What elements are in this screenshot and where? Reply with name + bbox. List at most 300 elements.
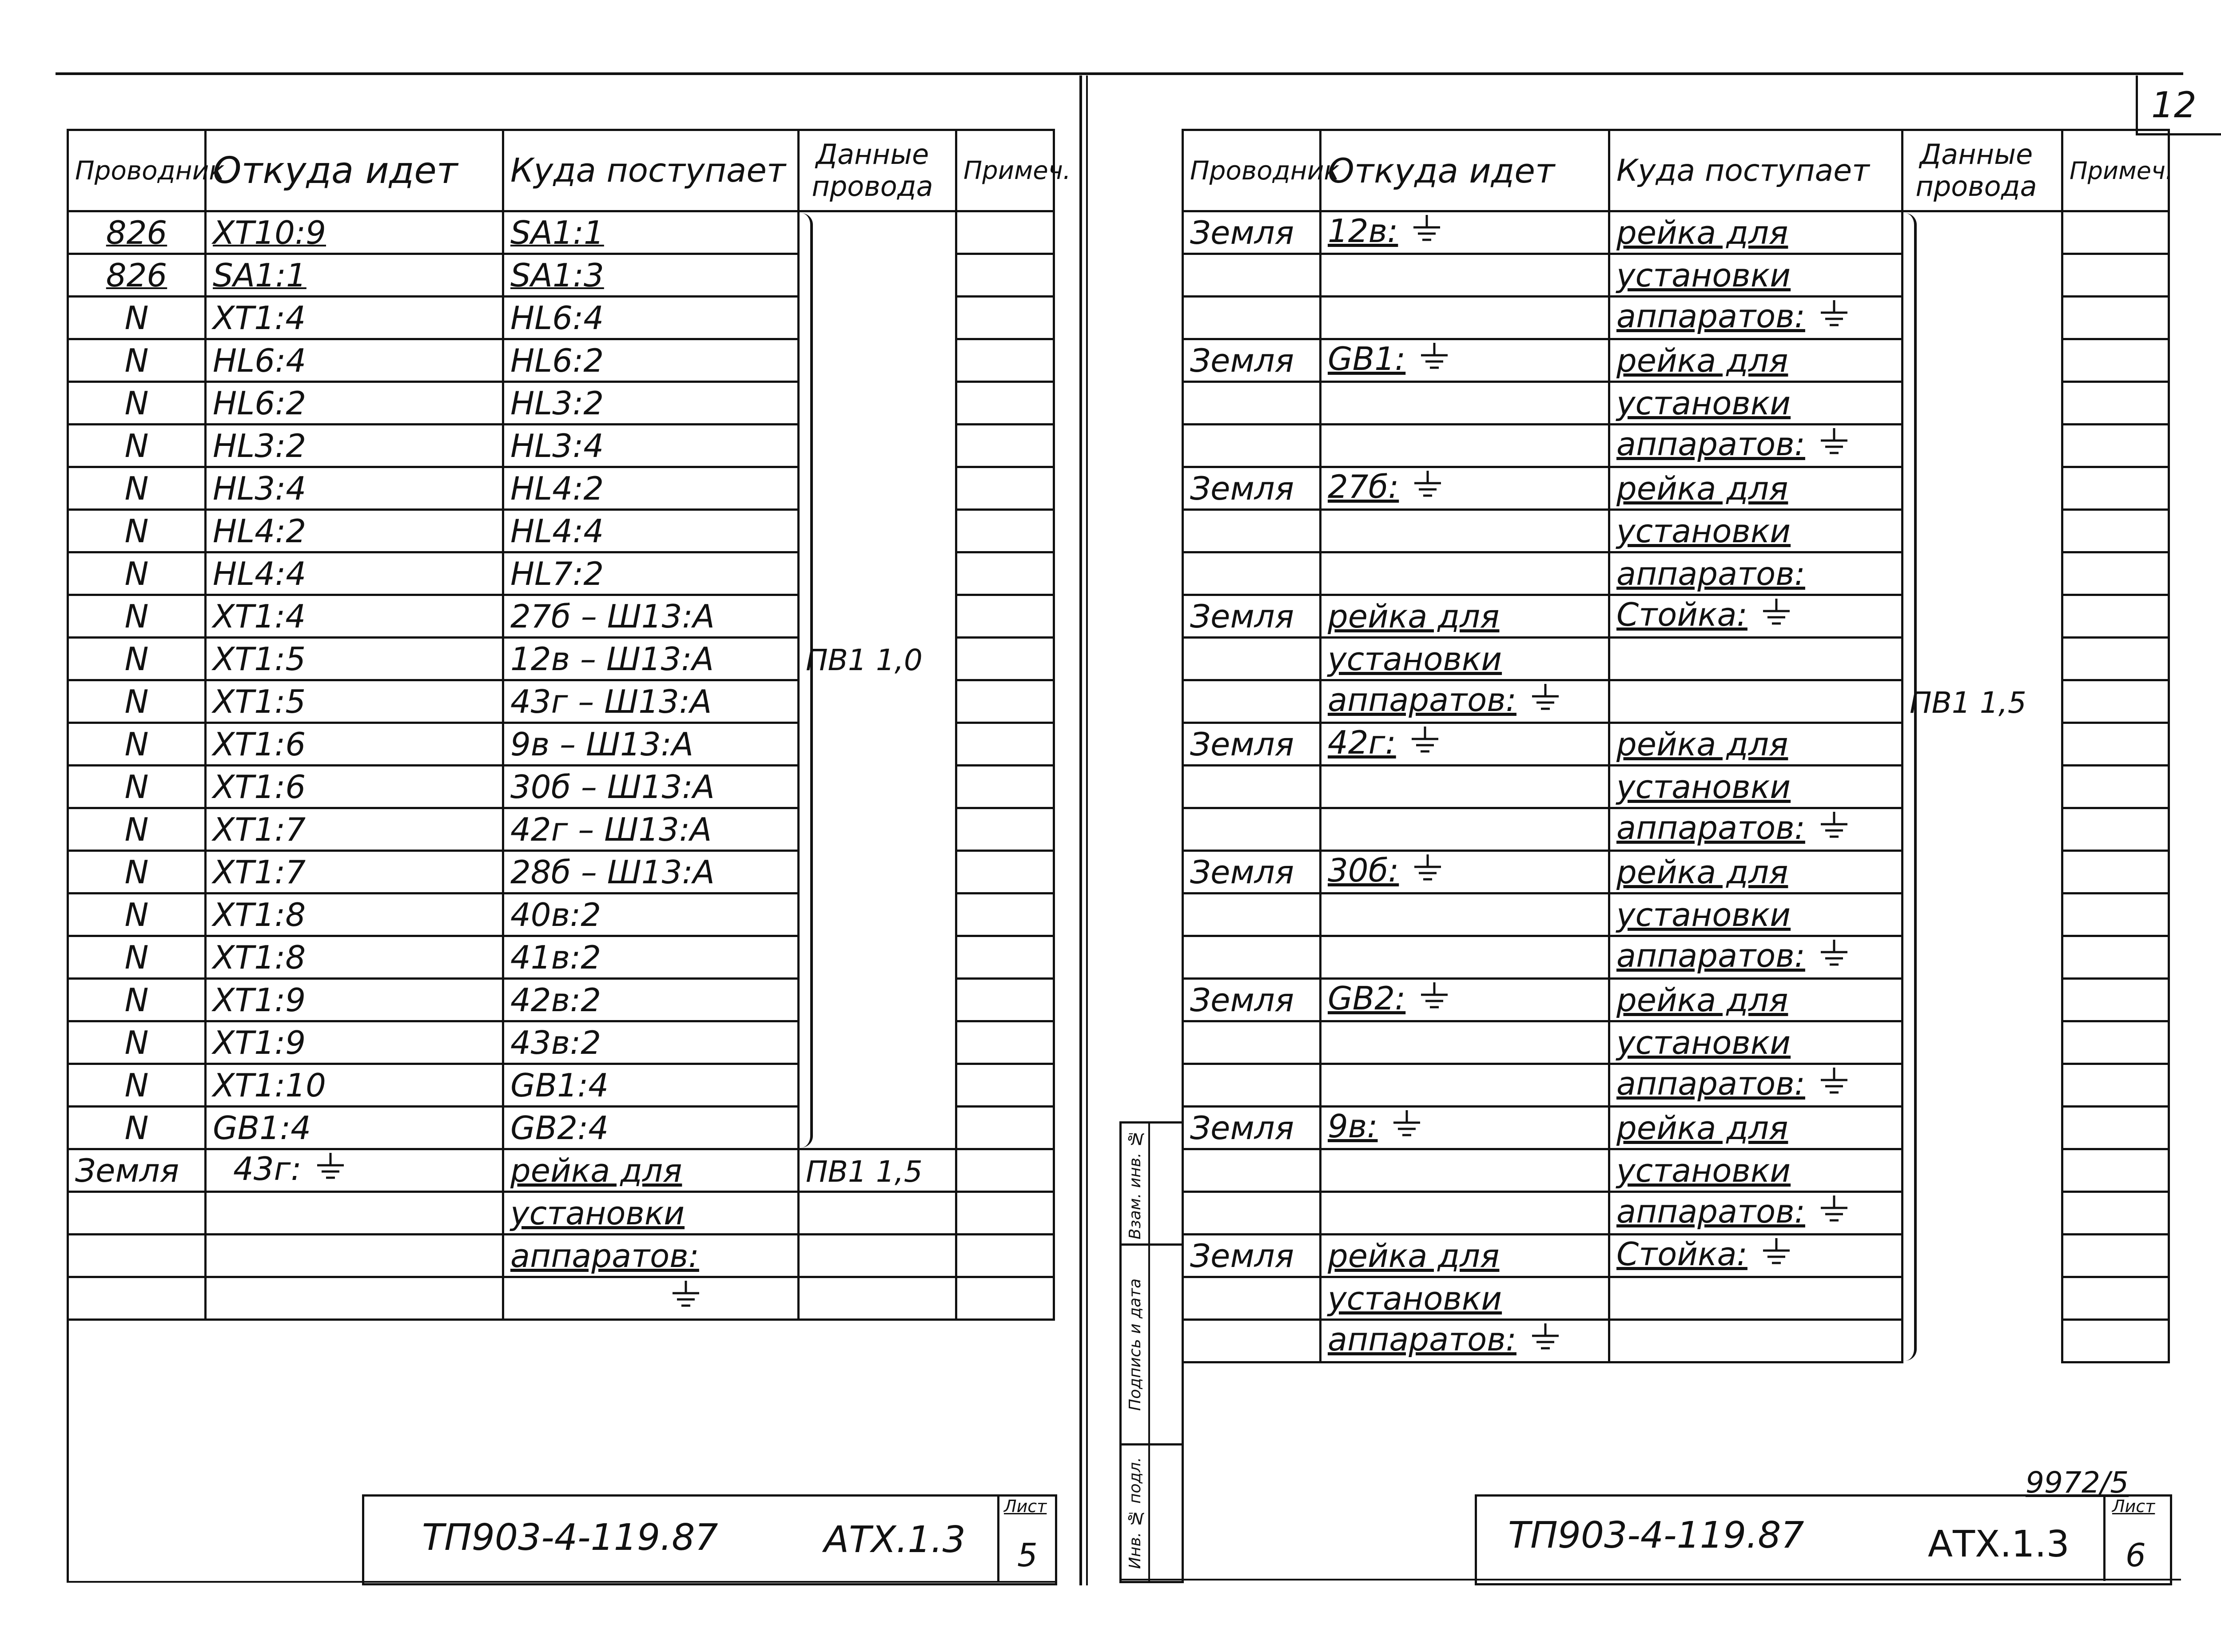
table-row [1183, 936, 2169, 979]
to-cell [503, 1149, 799, 1192]
left-title-doc: АТХ.1.3 [824, 1519, 966, 1561]
table-row [68, 638, 1054, 680]
table-row [1183, 1064, 2169, 1107]
data-cell [1903, 638, 2062, 680]
to-cell: HL6:4 [503, 297, 799, 339]
to-cell: SA1:3 [503, 254, 799, 297]
earth-to-line: рейка для [510, 1152, 682, 1189]
to-cell [1609, 1021, 1903, 1064]
data-cell [799, 552, 956, 595]
table-row [1183, 723, 2169, 766]
col-header-data [1903, 130, 2062, 211]
right-title-code: ТП903-4-119.87 [1508, 1514, 1804, 1557]
from-cell [1321, 297, 1609, 339]
to-text: установки [1616, 1024, 1791, 1061]
table-row [1183, 1320, 2169, 1362]
to-cell [503, 1235, 799, 1277]
table-row [68, 595, 1054, 638]
data-cell [1903, 339, 2062, 382]
top-sheet-number: 12 [2151, 84, 2197, 126]
from-text: аппаратов: [1328, 681, 1516, 719]
col-header-to: Куда поступает [1609, 130, 1903, 211]
wire-cell [1183, 680, 1321, 723]
wire-cell [1183, 552, 1321, 595]
from-cell [1321, 1192, 1609, 1235]
table-row [1183, 1107, 2169, 1149]
note-cell [956, 638, 1054, 680]
wire-cell: N [68, 552, 206, 595]
left-wire-table [67, 129, 1071, 1321]
ground-icon [1819, 939, 1850, 977]
table-row [1183, 425, 2169, 467]
wire-cell [1183, 979, 1321, 1021]
wire-cell [1183, 1277, 1321, 1320]
to-cell [1609, 1235, 1903, 1277]
from-cell [1321, 339, 1609, 382]
side-stamp-inner-line [1148, 1124, 1150, 1581]
table-row [68, 552, 1054, 595]
table-row [68, 1149, 1054, 1192]
data-cell [799, 638, 956, 680]
ground-icon [1819, 299, 1850, 338]
right-sheet-no: 6 [2125, 1537, 2146, 1574]
note-cell [2062, 595, 2169, 638]
from-cell: XT1:8 [206, 894, 503, 936]
wire-cell: N [68, 723, 206, 766]
data-cell [1903, 766, 2062, 808]
data-cell [799, 1107, 956, 1149]
from-cell: HL3:2 [206, 425, 503, 467]
data-cell [1903, 1107, 2062, 1149]
from-cell [1321, 510, 1609, 552]
to-cell [1609, 894, 1903, 936]
wire-cell: N [68, 851, 206, 894]
side-stamp [1119, 1121, 1184, 1583]
note-cell [2062, 1235, 2169, 1277]
data-cell [799, 1021, 956, 1064]
data-cell [799, 339, 956, 382]
from-cell [1321, 552, 1609, 595]
from-cell: XT1:5 [206, 638, 503, 680]
side-stamp-replaced-inv: Взам. инв. № [1126, 1129, 1144, 1240]
wire-cell [1183, 1107, 1321, 1149]
from-cell: XT10:9 [206, 211, 503, 254]
to-cell: GB2:4 [503, 1107, 799, 1149]
note-cell [956, 1192, 1054, 1235]
table-row [1183, 766, 2169, 808]
note-cell [956, 339, 1054, 382]
to-text: установки [1616, 896, 1791, 933]
to-cell: 43г – Ш13:А [503, 680, 799, 723]
note-cell [956, 680, 1054, 723]
wire-cell: N [68, 766, 206, 808]
from-cell: XT1:6 [206, 723, 503, 766]
data-cell [1903, 1235, 2062, 1277]
from-cell [1321, 638, 1609, 680]
right-title-block [1475, 1494, 2172, 1585]
from-cell: HL6:2 [206, 382, 503, 425]
from-cell: XT1:7 [206, 851, 503, 894]
to-text: установки [1616, 1152, 1791, 1189]
wire-cell [1183, 1149, 1321, 1192]
note-cell [956, 723, 1054, 766]
to-text: аппаратов: [1616, 937, 1805, 975]
to-text: аппаратов: [1616, 1065, 1805, 1103]
table-row [68, 211, 1054, 254]
col-header-note: Примеч. [956, 130, 1054, 211]
table-row [1183, 510, 2169, 552]
wire-cell: N [68, 510, 206, 552]
to-text: рейка для [1616, 342, 1788, 379]
wire-cell [1183, 808, 1321, 851]
data-cell [799, 1235, 956, 1277]
note-cell [956, 425, 1054, 467]
table-row [1183, 467, 2169, 510]
to-cell: HL4:4 [503, 510, 799, 552]
data-cell [1903, 510, 2062, 552]
col-header-wire: Проводник [1183, 130, 1321, 211]
to-cell [1609, 680, 1903, 723]
to-cell: 42г – Ш13:А [503, 808, 799, 851]
from-cell: SA1:1 [206, 254, 503, 297]
table-row [1183, 382, 2169, 425]
ground-icon [1819, 1195, 1850, 1233]
wire-cell [1183, 1064, 1321, 1107]
note-cell [2062, 936, 2169, 979]
data-cell [799, 382, 956, 425]
data-cell [1903, 1277, 2062, 1320]
data-cell [1903, 1064, 2062, 1107]
wire-cell: N [68, 680, 206, 723]
ground-icon [1819, 811, 1850, 850]
data-cell [799, 1064, 956, 1107]
to-cell: HL6:2 [503, 339, 799, 382]
col-header-data-text: Данные провода [1915, 138, 2037, 203]
to-cell [1609, 723, 1903, 766]
wire-text: Земля [1190, 342, 1294, 379]
table-row [1183, 680, 2169, 723]
note-cell [956, 979, 1054, 1021]
to-text: установки [1616, 256, 1791, 294]
from-text: 27б: [1328, 468, 1399, 506]
to-cell [1609, 1277, 1903, 1320]
data-cell [1903, 808, 2062, 851]
wire-cell [1183, 297, 1321, 339]
table-row [68, 1235, 1054, 1277]
from-cell: HL3:4 [206, 467, 503, 510]
data-cell [1903, 1149, 2062, 1192]
note-cell [956, 595, 1054, 638]
from-cell [1321, 425, 1609, 467]
to-text: установки [1616, 768, 1791, 806]
note-cell [2062, 808, 2169, 851]
to-cell [1609, 638, 1903, 680]
center-fold-line [1079, 75, 1082, 1585]
to-cell: 30б – Ш13:А [503, 766, 799, 808]
from-cell: GB1:4 [206, 1107, 503, 1149]
note-cell [2062, 510, 2169, 552]
top-sheet-number-box [2136, 75, 2221, 135]
note-cell [956, 851, 1054, 894]
table-row [68, 1192, 1054, 1235]
table-row [68, 254, 1054, 297]
from-cell: XT1:8 [206, 936, 503, 979]
ground-icon [1530, 1322, 1561, 1361]
wire-cell [1183, 1192, 1321, 1235]
note-cell [956, 254, 1054, 297]
wire-cell [1183, 723, 1321, 766]
note-cell [956, 1107, 1054, 1149]
data-cell [799, 211, 956, 254]
data-cell [799, 808, 956, 851]
note-cell [2062, 723, 2169, 766]
to-text: установки [1616, 384, 1791, 422]
earth-wire: Земля [75, 1152, 179, 1189]
to-cell [1609, 552, 1903, 595]
wire-cell: N [68, 894, 206, 936]
data-cell [1903, 1192, 2062, 1235]
from-cell: XT1:9 [206, 979, 503, 1021]
table-row [1183, 638, 2169, 680]
data-cell [1903, 254, 2062, 297]
to-cell: SA1:1 [503, 211, 799, 254]
from-cell [1321, 723, 1609, 766]
ground-icon [1819, 427, 1850, 466]
from-cell [1321, 851, 1609, 894]
wire-text: Земля [1190, 981, 1294, 1019]
table-row [68, 467, 1054, 510]
table-row [68, 1064, 1054, 1107]
wire-text: Земля [1190, 725, 1294, 763]
right-table-body [1183, 211, 2169, 1362]
note-cell [956, 510, 1054, 552]
to-text: рейка для [1616, 469, 1788, 507]
data-cell [1903, 425, 2062, 467]
data-cell [1903, 979, 2062, 1021]
to-cell [1609, 1064, 1903, 1107]
note-cell [2062, 211, 2169, 254]
note-cell [956, 766, 1054, 808]
group-wire-data: ПВ1 1,5 [1910, 685, 2026, 720]
table-row [1183, 211, 2169, 254]
wire-cell: N [68, 467, 206, 510]
to-cell [1609, 595, 1903, 638]
table-row [68, 851, 1054, 894]
data-cell [1903, 894, 2062, 936]
ground-icon [670, 1280, 701, 1318]
from-cell [206, 1235, 503, 1277]
to-text: рейка для [1616, 1109, 1788, 1147]
from-text: GB2: [1328, 980, 1406, 1017]
wire-cell [1183, 638, 1321, 680]
data-cell [799, 425, 956, 467]
wire-cell: N [68, 382, 206, 425]
data-cell [799, 936, 956, 979]
from-cell [206, 1149, 503, 1192]
to-cell [1609, 211, 1903, 254]
right-wire-table [1182, 129, 2173, 1363]
col-header-data [799, 130, 956, 211]
wire-cell [1183, 1320, 1321, 1362]
data-cell [1903, 680, 2062, 723]
from-cell [1321, 1149, 1609, 1192]
to-cell [1609, 808, 1903, 851]
table-row [1183, 297, 2169, 339]
table-row [68, 1277, 1054, 1320]
to-cell: 27б – Ш13:А [503, 595, 799, 638]
data-cell [799, 510, 956, 552]
from-cell [1321, 254, 1609, 297]
data-cell [1903, 297, 2062, 339]
wire-cell [68, 1149, 206, 1192]
ground-icon [1819, 1067, 1850, 1105]
wire-cell [68, 1277, 206, 1320]
ground-icon [1412, 854, 1443, 892]
from-cell: HL4:2 [206, 510, 503, 552]
data-cell [1903, 552, 2062, 595]
table-row [68, 936, 1054, 979]
wire-cell: 826 [68, 211, 206, 254]
ground-icon [1391, 1109, 1422, 1148]
from-cell [1321, 766, 1609, 808]
note-cell [956, 1277, 1054, 1320]
note-cell [2062, 894, 2169, 936]
col-header-to: Куда поступает [503, 130, 799, 211]
ground-icon [1411, 214, 1442, 253]
data-cell [1903, 211, 2062, 254]
from-cell: HL6:4 [206, 339, 503, 382]
table-row [68, 808, 1054, 851]
wire-cell: N [68, 1021, 206, 1064]
note-cell [2062, 1021, 2169, 1064]
from-cell: XT1:7 [206, 808, 503, 851]
note-cell [2062, 254, 2169, 297]
wire-cell: N [68, 425, 206, 467]
from-cell [1321, 1107, 1609, 1149]
wire-cell: N [68, 808, 206, 851]
note-cell [2062, 766, 2169, 808]
from-cell: XT1:4 [206, 595, 503, 638]
from-cell [1321, 467, 1609, 510]
to-text: рейка для [1616, 725, 1788, 763]
col-header-note: Примеч. [2062, 130, 2169, 211]
to-text: Стойка: [1616, 1235, 1747, 1273]
wire-cell: N [68, 339, 206, 382]
wire-cell [1183, 936, 1321, 979]
to-cell [1609, 425, 1903, 467]
to-cell: HL7:2 [503, 552, 799, 595]
table-row [68, 1021, 1054, 1064]
wire-cell: N [68, 1107, 206, 1149]
note-cell [2062, 1192, 2169, 1235]
data-cell [799, 1192, 956, 1235]
note-cell [2062, 425, 2169, 467]
col-header-from: Откуда идет [1321, 130, 1609, 211]
table-row [1183, 254, 2169, 297]
from-cell [1321, 211, 1609, 254]
from-text: установки [1328, 1279, 1502, 1317]
to-cell: 28б – Ш13:А [503, 851, 799, 894]
note-cell [956, 297, 1054, 339]
note-cell [956, 211, 1054, 254]
data-cell [1903, 936, 2062, 979]
wire-cell: 826 [68, 254, 206, 297]
from-cell [1321, 1021, 1609, 1064]
table-row [68, 382, 1054, 425]
data-cell [1903, 851, 2062, 894]
note-cell [2062, 1277, 2169, 1320]
table-row [68, 1107, 1054, 1149]
group-wire-data: ПВ1 1,0 [806, 643, 923, 677]
from-cell [1321, 979, 1609, 1021]
left-table-header [68, 130, 1054, 211]
note-cell [2062, 851, 2169, 894]
data-cell [799, 1149, 956, 1192]
to-cell [1609, 297, 1903, 339]
note-cell [2062, 638, 2169, 680]
note-cell [956, 936, 1054, 979]
table-row [1183, 1235, 2169, 1277]
side-stamp-divider-2 [1122, 1443, 1184, 1446]
data-cell [799, 1277, 956, 1320]
to-text: аппаратов: [1616, 1193, 1805, 1231]
wire-cell [1183, 211, 1321, 254]
note-cell [956, 382, 1054, 425]
right-group-brace [1905, 213, 1917, 1361]
to-text: рейка для [1616, 214, 1788, 251]
table-row [68, 680, 1054, 723]
table-row [68, 979, 1054, 1021]
table-row [1183, 1277, 2169, 1320]
from-cell: XT1:6 [206, 766, 503, 808]
wire-text: Земля [1190, 853, 1294, 891]
wire-cell [1183, 766, 1321, 808]
note-cell [2062, 1149, 2169, 1192]
data-cell [799, 851, 956, 894]
side-stamp-divider-1 [1122, 1243, 1184, 1246]
from-text: аппаратов: [1328, 1321, 1516, 1358]
ground-icon [1419, 981, 1450, 1020]
left-title-code: ТП903-4-119.87 [422, 1517, 718, 1559]
table-row [1183, 979, 2169, 1021]
from-cell [206, 1277, 503, 1320]
table-row [68, 766, 1054, 808]
data-cell [1903, 595, 2062, 638]
wire-cell: N [68, 297, 206, 339]
table-row [68, 510, 1054, 552]
from-text: 9в: [1328, 1108, 1378, 1145]
table-row [1183, 595, 2169, 638]
data-cell [799, 723, 956, 766]
to-cell [1609, 467, 1903, 510]
note-cell [956, 1021, 1054, 1064]
note-cell [956, 467, 1054, 510]
from-cell: XT1:10 [206, 1064, 503, 1107]
note-cell [2062, 467, 2169, 510]
data-cell [799, 297, 956, 339]
wire-text: Земля [1190, 1237, 1294, 1275]
data-cell [799, 254, 956, 297]
left-sheet-cell [997, 1494, 1055, 1581]
note-cell [956, 1064, 1054, 1107]
from-cell [1321, 936, 1609, 979]
data-cell [799, 680, 956, 723]
ground-icon [1419, 342, 1450, 381]
table-row [1183, 1149, 2169, 1192]
table-row [1183, 851, 2169, 894]
note-cell [956, 1235, 1054, 1277]
to-cell [1609, 382, 1903, 425]
